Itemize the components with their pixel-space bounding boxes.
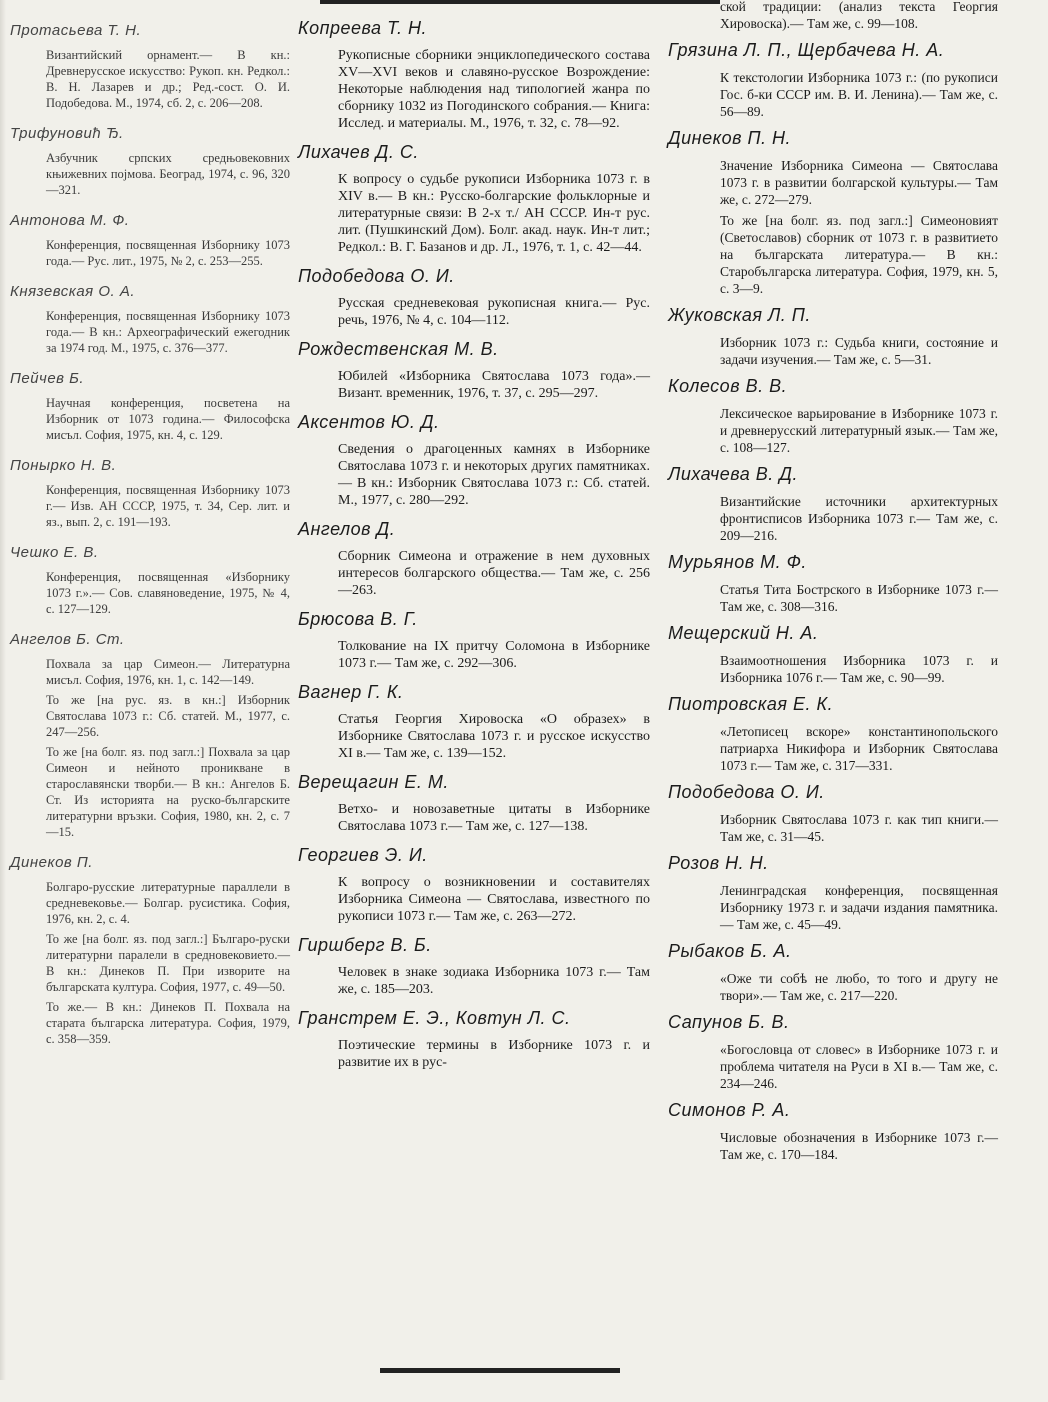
page-top-edge — [320, 0, 720, 4]
entry-author: Чешко Е. В. — [10, 544, 99, 561]
entry-reference: Взаимоотношения Изборника 1073 г. и Изборника 1076 г.— Там же, с. 90—99. — [720, 653, 998, 685]
entry-author: Колесов В. В. — [668, 376, 788, 396]
bibliography-entry — [668, 623, 998, 686]
bibliography-entry — [668, 1100, 998, 1163]
bibliography-entry — [668, 552, 998, 615]
entry-reference: Похвала за цар Симеон.— Литературна мисъл. София, 1976, кн. 1, с. 142—149. — [46, 657, 290, 687]
entry-author: Сапунов Б. В. — [668, 1012, 790, 1032]
entry-reference: «Богословца от словес» в Изборнике 1073 г. и проблема читателя на Руси в XI в.— Там же, с. 234—246. — [720, 1042, 998, 1091]
entry-reference: Юбилей «Изборника Святослава 1073 года».— Визант. временник, 1976, т. 37, с. 295—297. — [338, 369, 650, 401]
entry-author: Жуковская Л. П. — [668, 305, 811, 325]
entry-reference: Византийский орнамент.— В кн.: Древнерусское искусство: Рукоп. кн. Редкол.: В. Н. Лазарев и др.; Ред.-сост. О. И. Подобедова. М., 1974, сб. 2, с. 206—208. — [46, 48, 290, 110]
entry-author: Трифуновић Ђ. — [10, 125, 124, 142]
page-shadow — [0, 0, 6, 1380]
entry-author: Пиотровская Е. К. — [668, 694, 834, 714]
bibliography-entry — [10, 283, 290, 356]
column-1 — [10, 22, 290, 1402]
entry-author: Вагнер Г. К. — [298, 682, 404, 702]
entry-reference: То же.— В кн.: Динеков П. Похвала на старата българска литература. София, 1979, с. 358—359. — [46, 1000, 290, 1046]
entry-author: Подобедова О. И. — [668, 782, 825, 802]
entry-reference: Поэтические термины в Изборнике 1073 г. и развитие их в рус- — [338, 1038, 650, 1070]
bibliography-entry — [668, 694, 998, 774]
column-3 — [668, 0, 998, 1378]
bibliography-entry — [668, 941, 998, 1004]
column-2 — [298, 18, 650, 1398]
entry-reference: То же [на болг. яз. под загл.:] Похвала за цар Симеон и нейното проникване в старославянски творби.— В кн.: Ангелов Б. Ст. Из историята на руско-българските литературни връзки. София, 1980, кн. 2, с. 7—15. — [46, 745, 290, 839]
entry-reference: Азбучник српских средњовековних књижевних појмова. Београд, 1974, с. 96, 320—321. — [46, 151, 290, 197]
bibliography-entry — [668, 1012, 998, 1092]
entry-author: Аксентов Ю. Д. — [298, 412, 440, 432]
entry-reference: Конференция, посвященная Изборнику 1073 года.— В кн.: Археографический ежегодник за 1974 год. М., 1975, с. 376—377. — [46, 309, 290, 355]
entry-author: Динеков П. — [10, 854, 93, 871]
bibliography-entry — [10, 370, 290, 443]
entry-author: Розов Н. Н. — [668, 853, 769, 873]
bibliography-entry — [298, 412, 650, 509]
bibliography-entry — [668, 376, 998, 456]
entry-reference: Научная конференция, посветена на Изборник от 1073 година.— Философска мисъл. София, 1975, кн. 4, с. 129. — [46, 396, 290, 442]
entry-reference: ской традиции: (анализ текста Георгия Хировоска).— Там же, с. 99—108. — [720, 0, 998, 31]
entry-reference: Рукописные сборники энциклопедического состава XV—XVI веков и славяно-русское Возрождение: Некоторые наблюдения над типологией жанра по сборнику 1032 из Погодинского собрания.— Книга: Исслед. и материалы. М., 1976, т. 32, с. 78—92. — [338, 48, 650, 131]
entry-author: Брюсова В. Г. — [298, 609, 418, 629]
entry-author: Рыбаков Б. А. — [668, 941, 792, 961]
entry-reference: То же [на болг. яз. под загл.:] Българо-руски литературни паралели в средновековието.— В кн.: Динеков П. При изворите на българската култура. София, 1977, с. 49—50. — [46, 932, 290, 994]
bibliography-entry — [668, 464, 998, 544]
bibliography-entry — [668, 40, 998, 120]
bibliography-entry — [298, 142, 650, 256]
bibliography-entry — [10, 631, 290, 840]
entry-reference: К вопросу о возникновении и составителях Изборника Симеона — Святослава, известного по рукописи 1073 г.— Там же, с. 263—272. — [338, 875, 650, 924]
entry-author: Симонов Р. А. — [668, 1100, 791, 1120]
entry-reference: Толкование на IX притчу Соломона в Изборнике 1073 г.— Там же, с. 292—306. — [338, 639, 650, 671]
entry-reference: Конференция, посвященная Изборнику 1073 года.— Рус. лит., 1975, № 2, с. 253—255. — [46, 238, 290, 268]
entry-author: Копреева Т. Н. — [298, 18, 427, 38]
entry-author: Гранстрем Е. Э., Ковтун Л. С. — [298, 1008, 571, 1028]
entry-reference: Русская средневековая рукописная книга.— Рус. речь, 1976, № 4, с. 104—112. — [338, 296, 650, 328]
entry-author: Лихачев Д. С. — [298, 142, 419, 162]
entry-author: Князевская О. А. — [10, 283, 136, 300]
entry-author: Подобедова О. И. — [298, 266, 455, 286]
entry-reference: Сведения о драгоценных камнях в Изборнике Святослава 1073 г. и некоторых других памятниках.— В кн.: Изборник Святослава 1073 г.: Сб. статей. М., 1977, с. 280—292. — [338, 442, 650, 508]
entry-author: Ангелов Д. — [298, 519, 396, 539]
entry-reference: Изборник Святослава 1073 г. как тип книги.— Там же, с. 31—45. — [720, 812, 998, 844]
bibliography-entry — [298, 682, 650, 762]
bibliography-entry — [668, 305, 998, 368]
entry-author: Мурьянов М. Ф. — [668, 552, 807, 572]
entry-reference: Человек в знаке зодиака Изборника 1073 г.— Там же, с. 185—203. — [338, 965, 650, 997]
entry-author: Ангелов Б. Ст. — [10, 631, 125, 648]
entry-reference: Ленинградская конференция, посвященная Изборнику 1973 г. и задачи издания памятника.— Там же, с. 45—49. — [720, 883, 998, 932]
entry-reference: «Оже ти собѣ не любо, то того и другу не твори».— Там же, с. 217—220. — [720, 971, 998, 1003]
entry-reference: Статья Тита Бострского в Изборнике 1073 г.— Там же, с. 308—316. — [720, 582, 998, 614]
entry-reference: Изборник 1073 г.: Судьба книги, состояние и задачи изучения.— Там же, с. 5—31. — [720, 335, 998, 367]
entry-author: Грязина Л. П., Щербачева Н. А. — [668, 40, 945, 60]
entry-reference: Конференция, посвященная «Изборнику 1073 г.».— Сов. славяноведение, 1975, № 4, с. 127—129. — [46, 570, 290, 616]
entry-reference: Значение Изборника Симеона — Святослава 1073 г. в развитии болгарской культуры.— Там же, с. 272—279. — [720, 158, 998, 207]
entry-author: Пейчев Б. — [10, 370, 85, 387]
entry-reference: Статья Георгия Хировоска «О образех» в Изборнике Святослава 1073 г. и русское искусство XI в.— Там же, с. 139—152. — [338, 712, 650, 761]
bibliography-entry — [298, 266, 650, 329]
bibliography-entry — [668, 128, 998, 297]
entry-reference: Сборник Симеона и отражение в нем духовных интересов болгарского общества.— Там же, с. 256—263. — [338, 549, 650, 598]
entry-reference: К вопросу о судьбе рукописи Изборника 1073 г. в XIV в.— В кн.: Русско-болгарские фольклорные и литературные связи: В 2-х т./ АН СССР. Ин-т рус. лит. (Пушкинский Дом). Болг. акад. наук. Ин-т лит.; Редкол.: В. Г. Базанов и др. Л., 1976, т. 1, с. 42—44. — [338, 172, 650, 255]
entry-author: Гиршберг В. Б. — [298, 935, 432, 955]
bibliography-entry — [298, 772, 650, 835]
bibliography-entry — [10, 544, 290, 617]
entry-author: Мещерский Н. А. — [668, 623, 819, 643]
entry-author: Понырко Н. В. — [10, 457, 117, 474]
bibliography-entry — [10, 212, 290, 269]
bibliography-entry — [298, 935, 650, 998]
bibliography-entry — [298, 18, 650, 132]
bibliography-entry — [10, 22, 290, 111]
bibliography-entry — [668, 782, 998, 845]
bibliography-entry — [10, 854, 290, 1047]
entry-reference: К текстологии Изборника 1073 г.: (по рукописи Гос. б-ки СССР им. В. И. Ленина).— Там же, с. 56—89. — [720, 70, 998, 119]
entry-reference: Болгаро-русские литературные параллели в средневековье.— Болгар. русистика. София, 1976, кн. 2, с. 4. — [46, 880, 290, 926]
entry-author: Динеков П. Н. — [668, 128, 792, 148]
entry-reference: Конференция, посвященная Изборнику 1073 г.— Изв. АН СССР, 1975, т. 34, Сер. лит. и яз., вып. 2, с. 191—193. — [46, 483, 290, 529]
bibliography-entry — [298, 519, 650, 599]
entry-reference: То же [на болг. яз. под загл.:] Симеоновият (Светославов) сборник от 1073 г. в развитието на българската литература.— В кн.: Старобългарска литература. София, 1979, кн. 5, с. 3—9. — [720, 213, 998, 296]
bibliography-entry — [10, 457, 290, 530]
entry-reference: Византийские источники архитектурных фронтисписов Изборника 1073 г.— Там же, с. 209—216. — [720, 494, 998, 543]
bibliography-entry — [298, 845, 650, 925]
bibliography-entry — [10, 125, 290, 198]
entry-author: Лихачева В. Д. — [668, 464, 798, 484]
bibliography-entry — [298, 339, 650, 402]
entry-author: Рождественская М. В. — [298, 339, 499, 359]
entry-author: Георгиев Э. И. — [298, 845, 428, 865]
entry-author: Верещагин Е. М. — [298, 772, 449, 792]
entry-author: Антонова М. Ф. — [10, 212, 130, 229]
bibliography-entry — [298, 609, 650, 672]
entry-reference: Числовые обозначения в Изборнике 1073 г.— Там же, с. 170—184. — [720, 1130, 998, 1162]
bibliography-entry — [298, 1008, 650, 1071]
entry-reference: «Летописец вскоре» константинопольского патриарха Никифора и Изборник Святослава 1073 г.— Там же, с. 317—331. — [720, 724, 998, 773]
entry-reference: То же [на рус. яз. в кн.:] Изборник Святослава 1073 г.: Сб. статей. М., 1977, с. 247—256. — [46, 693, 290, 739]
entry-reference: Ветхо- и новозаветные цитаты в Изборнике Святослава 1073 г.— Там же, с. 127—138. — [338, 802, 650, 834]
bibliography-entry — [668, 0, 998, 32]
bibliography-entry — [668, 853, 998, 933]
entry-reference: Лексическое варьирование в Изборнике 1073 г. и древнерусский литературный язык.— Там же, с. 108—127. — [720, 406, 998, 455]
entry-author: Протасьева Т. Н. — [10, 22, 142, 39]
